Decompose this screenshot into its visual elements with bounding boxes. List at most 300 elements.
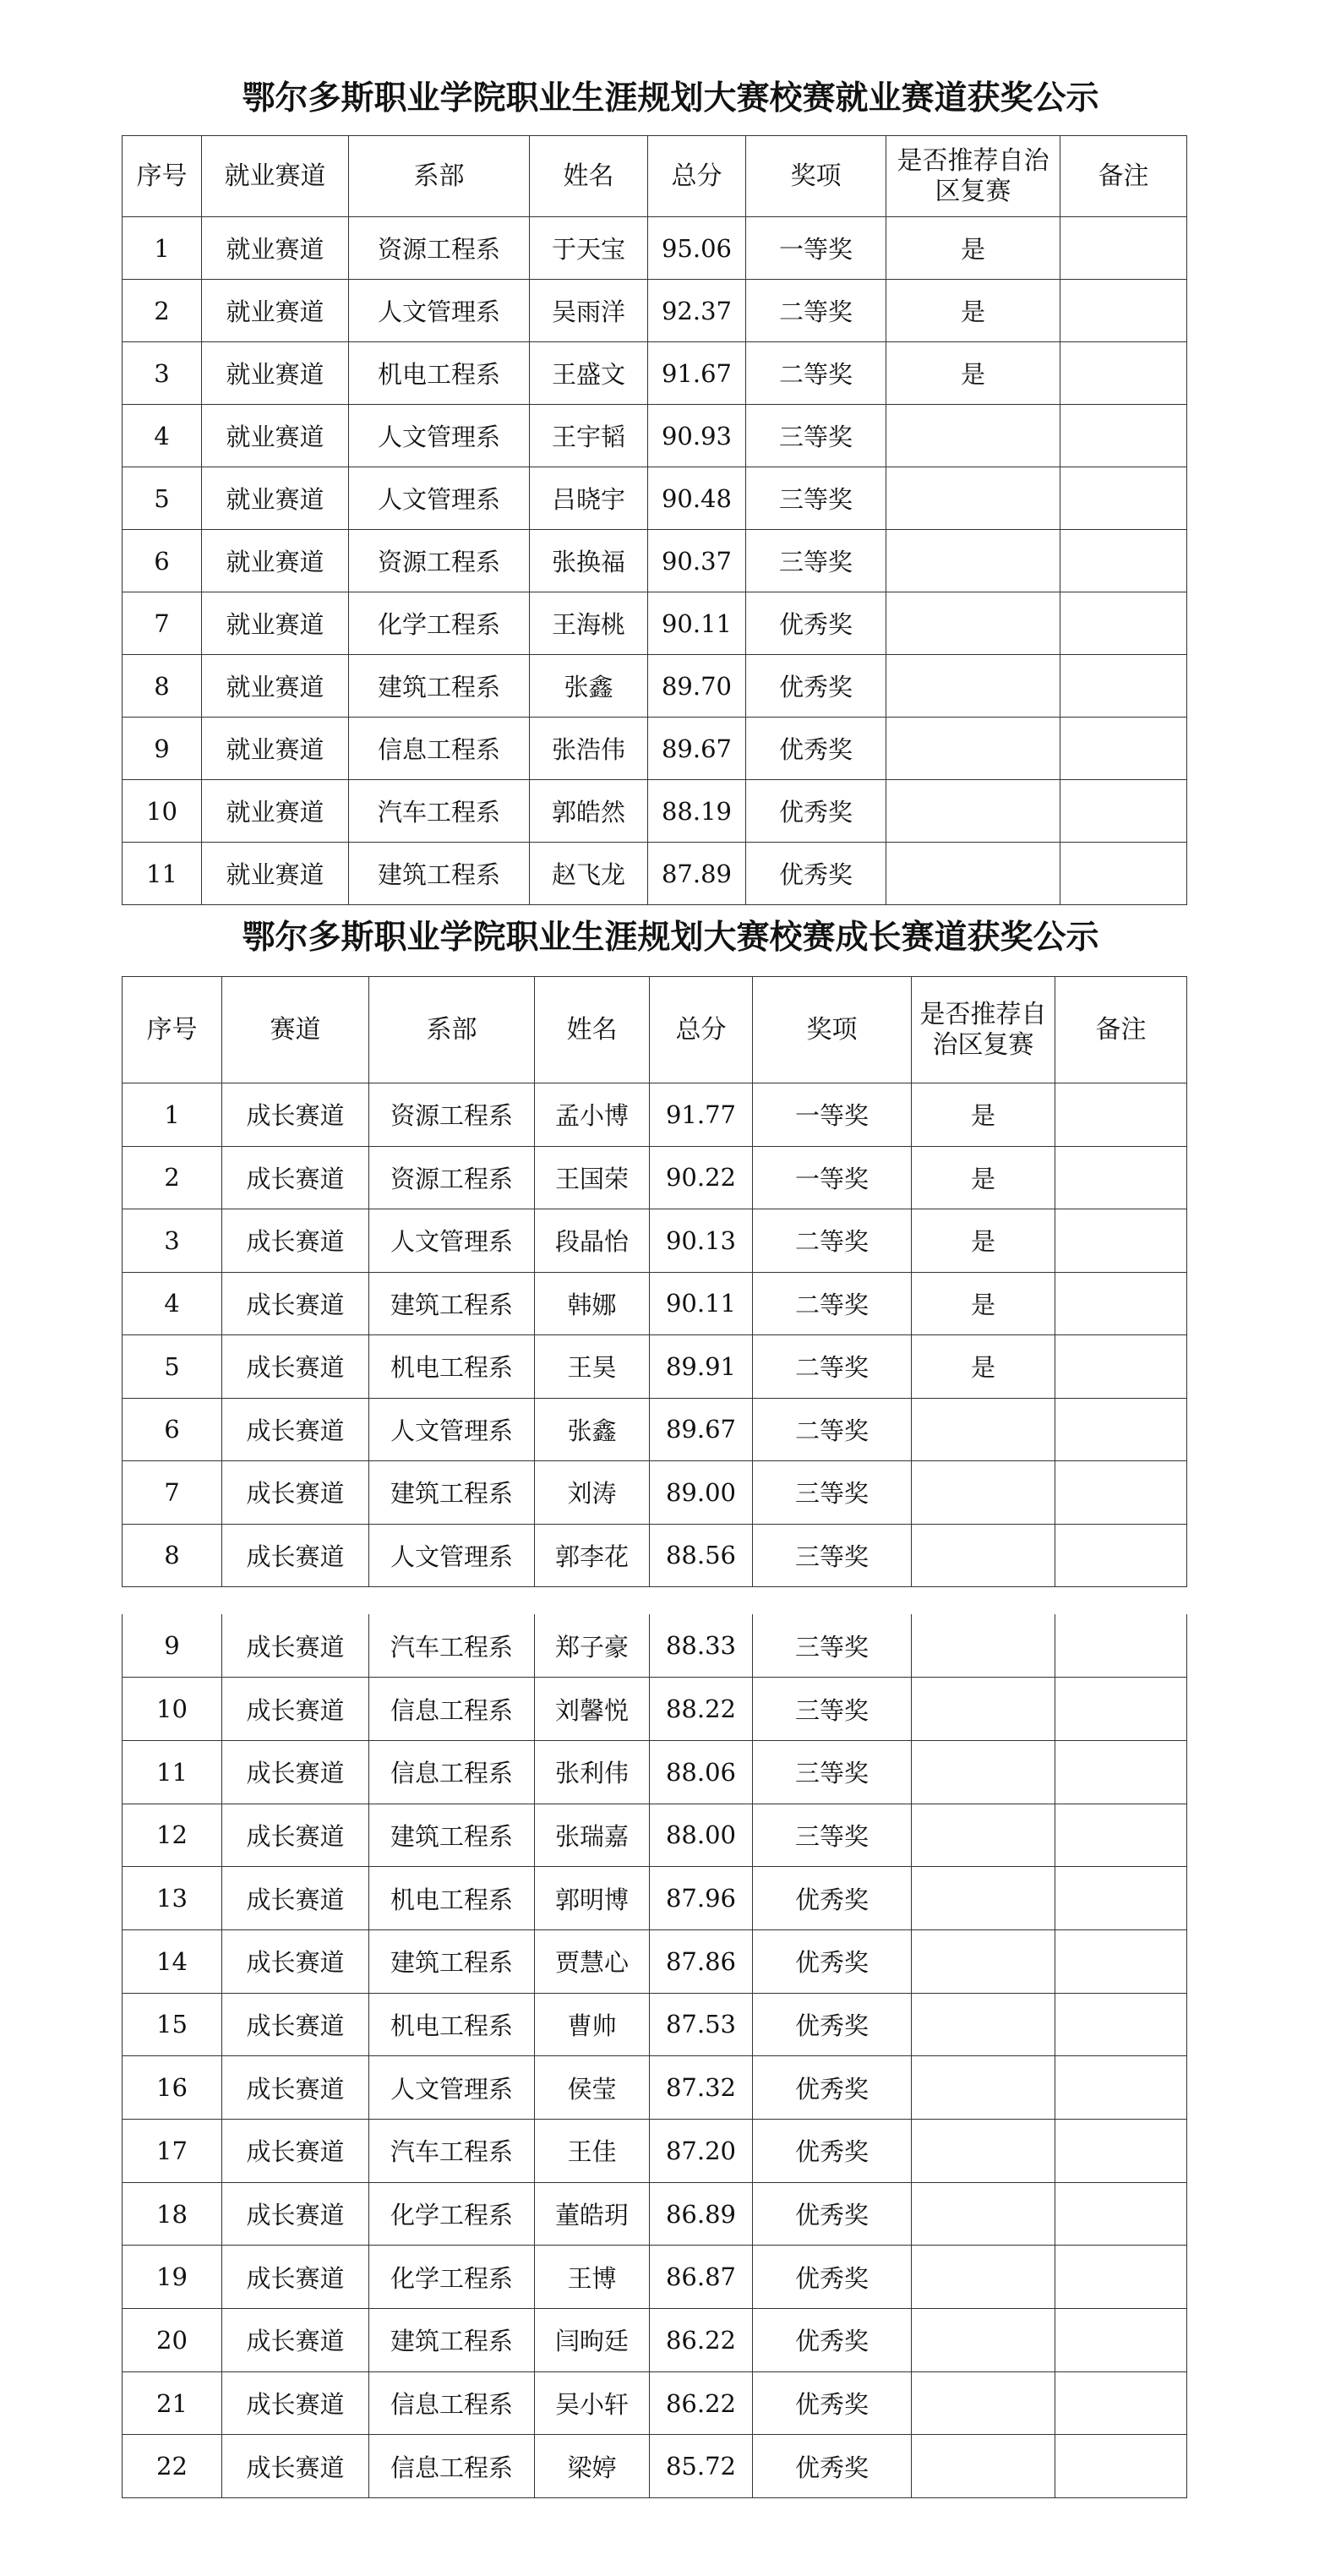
cell-track: 成长赛道 [222, 1146, 369, 1209]
cell-track: 成长赛道 [222, 2371, 369, 2435]
cell-recommended [912, 1740, 1055, 1804]
cell-department: 信息工程系 [349, 718, 530, 780]
cell-recommended [912, 2246, 1055, 2309]
cell-name: 吴雨洋 [530, 280, 648, 342]
table-row [123, 1929, 1187, 1993]
cell-serial: 22 [123, 2435, 222, 2498]
cell-recommended [912, 1524, 1055, 1587]
cell-recommended [912, 1398, 1055, 1461]
cell-award: 优秀奖 [753, 2182, 912, 2246]
cell-name: 郭皓然 [530, 780, 648, 843]
cell-total-score: 89.67 [650, 1398, 753, 1461]
cell-track: 成长赛道 [222, 2435, 369, 2498]
cell-recommended [912, 1614, 1055, 1678]
cell-award: 三等奖 [753, 1804, 912, 1867]
cell-award: 三等奖 [746, 405, 886, 467]
cell-recommended: 是 [886, 342, 1060, 405]
cell-award: 优秀奖 [746, 843, 886, 905]
cell-award: 优秀奖 [746, 718, 886, 780]
cell-track: 成长赛道 [222, 1678, 369, 1741]
cell-track: 成长赛道 [222, 1929, 369, 1993]
cell-name: 张利伟 [535, 1740, 650, 1804]
cell-track: 就业赛道 [202, 467, 349, 530]
table-row [123, 2120, 1187, 2183]
cell-name: 张浩伟 [530, 718, 648, 780]
table-row [123, 655, 1187, 718]
cell-remark [1055, 1804, 1187, 1867]
column-header-track: 赛道 [222, 977, 369, 1083]
cell-name: 王博 [535, 2246, 650, 2309]
cell-total-score: 95.06 [648, 217, 746, 280]
cell-award: 二等奖 [753, 1272, 912, 1335]
cell-serial: 21 [123, 2371, 222, 2435]
cell-track: 就业赛道 [202, 342, 349, 405]
cell-name: 段晶怡 [535, 1209, 650, 1273]
cell-award: 三等奖 [753, 1678, 912, 1741]
cell-name: 刘馨悦 [535, 1678, 650, 1741]
cell-award: 三等奖 [746, 530, 886, 592]
cell-track: 就业赛道 [202, 405, 349, 467]
table-row [123, 780, 1187, 843]
column-header-name: 姓名 [530, 136, 648, 217]
cell-total-score: 89.91 [650, 1335, 753, 1399]
cell-track: 成长赛道 [222, 1272, 369, 1335]
cell-recommended [912, 1867, 1055, 1930]
cell-award: 优秀奖 [746, 780, 886, 843]
cell-remark [1055, 2371, 1187, 2435]
table-row [123, 2371, 1187, 2435]
cell-remark [1060, 405, 1187, 467]
cell-serial: 8 [123, 1524, 222, 1587]
cell-award: 一等奖 [753, 1083, 912, 1147]
cell-track: 成长赛道 [222, 1398, 369, 1461]
table-row [123, 530, 1187, 592]
cell-name: 王海桃 [530, 592, 648, 655]
cell-remark [1060, 655, 1187, 718]
cell-name: 韩娜 [535, 1272, 650, 1335]
cell-award: 优秀奖 [753, 2246, 912, 2309]
cell-total-score: 90.13 [650, 1209, 753, 1273]
table-row [123, 1524, 1187, 1587]
cell-serial: 3 [123, 342, 202, 405]
cell-serial: 8 [123, 655, 202, 718]
cell-remark [1055, 1335, 1187, 1399]
cell-total-score: 88.22 [650, 1678, 753, 1741]
column-header-remark: 备注 [1060, 136, 1187, 217]
cell-name: 刘涛 [535, 1461, 650, 1525]
cell-recommended [912, 2056, 1055, 2120]
cell-total-score: 87.96 [650, 1867, 753, 1930]
cell-serial: 1 [123, 1083, 222, 1147]
cell-remark [1060, 592, 1187, 655]
cell-serial: 6 [123, 1398, 222, 1461]
cell-award: 优秀奖 [753, 2435, 912, 2498]
cell-track: 成长赛道 [222, 1993, 369, 2056]
cell-track: 成长赛道 [222, 1083, 369, 1147]
cell-award: 优秀奖 [753, 2309, 912, 2372]
cell-recommended: 是 [886, 217, 1060, 280]
cell-serial: 18 [123, 2182, 222, 2246]
cell-name: 侯莹 [535, 2056, 650, 2120]
cell-award: 一等奖 [753, 1146, 912, 1209]
cell-remark [1055, 2246, 1187, 2309]
cell-recommended [912, 2182, 1055, 2246]
cell-department: 机电工程系 [349, 342, 530, 405]
cell-name: 郭李花 [535, 1524, 650, 1587]
cell-department: 信息工程系 [369, 2371, 535, 2435]
cell-award: 三等奖 [753, 1614, 912, 1678]
growth-track-title: 鄂尔多斯职业学院职业生涯规划大赛校赛成长赛道获奖公示 [242, 919, 1099, 957]
cell-department: 化学工程系 [349, 592, 530, 655]
cell-serial: 5 [123, 467, 202, 530]
cell-track: 成长赛道 [222, 1804, 369, 1867]
cell-track: 就业赛道 [202, 780, 349, 843]
cell-award: 三等奖 [753, 1524, 912, 1587]
cell-serial: 2 [123, 280, 202, 342]
cell-total-score: 87.86 [650, 1929, 753, 1993]
table-header-row [123, 977, 1187, 1083]
cell-award: 二等奖 [753, 1335, 912, 1399]
cell-recommended: 是 [912, 1335, 1055, 1399]
column-header-total-score: 总分 [650, 977, 753, 1083]
table-row [123, 1804, 1187, 1867]
table-row [123, 718, 1187, 780]
cell-name: 赵飞龙 [530, 843, 648, 905]
cell-department: 建筑工程系 [369, 1272, 535, 1335]
cell-award: 优秀奖 [746, 655, 886, 718]
cell-department: 资源工程系 [369, 1083, 535, 1147]
cell-name: 曹帅 [535, 1993, 650, 2056]
cell-total-score: 90.37 [648, 530, 746, 592]
cell-serial: 5 [123, 1335, 222, 1399]
cell-total-score: 88.19 [648, 780, 746, 843]
cell-remark [1055, 1398, 1187, 1461]
cell-name: 张瑞嘉 [535, 1804, 650, 1867]
cell-serial: 4 [123, 1272, 222, 1335]
cell-award: 优秀奖 [746, 592, 886, 655]
cell-department: 建筑工程系 [369, 1461, 535, 1525]
cell-recommended [912, 1993, 1055, 2056]
cell-recommended [886, 780, 1060, 843]
cell-total-score: 90.11 [650, 1272, 753, 1335]
cell-recommended [886, 843, 1060, 905]
cell-serial: 4 [123, 405, 202, 467]
cell-name: 王国荣 [535, 1146, 650, 1209]
cell-remark [1060, 718, 1187, 780]
cell-department: 信息工程系 [369, 1740, 535, 1804]
cell-remark [1055, 2056, 1187, 2120]
cell-serial: 9 [123, 718, 202, 780]
cell-name: 王宇韬 [530, 405, 648, 467]
cell-serial: 7 [123, 1461, 222, 1525]
table-row [123, 1867, 1187, 1930]
cell-department: 化学工程系 [369, 2182, 535, 2246]
cell-track: 成长赛道 [222, 2246, 369, 2309]
cell-track: 就业赛道 [202, 592, 349, 655]
cell-award: 三等奖 [753, 1740, 912, 1804]
cell-award: 三等奖 [746, 467, 886, 530]
table-row [123, 342, 1187, 405]
cell-remark [1055, 2309, 1187, 2372]
cell-award: 二等奖 [746, 342, 886, 405]
cell-serial: 12 [123, 1804, 222, 1867]
cell-award: 二等奖 [746, 280, 886, 342]
cell-recommended: 是 [912, 1209, 1055, 1273]
cell-track: 就业赛道 [202, 217, 349, 280]
table-row [123, 405, 1187, 467]
cell-recommended: 是 [886, 280, 1060, 342]
table-row [123, 1614, 1187, 1678]
cell-track: 成长赛道 [222, 1740, 369, 1804]
cell-serial: 6 [123, 530, 202, 592]
cell-remark [1055, 1524, 1187, 1587]
table-row [123, 1083, 1187, 1147]
cell-recommended: 是 [912, 1083, 1055, 1147]
cell-department: 化学工程系 [369, 2246, 535, 2309]
cell-department: 资源工程系 [349, 217, 530, 280]
cell-remark [1055, 2435, 1187, 2498]
cell-department: 人文管理系 [349, 467, 530, 530]
column-header-department: 系部 [349, 136, 530, 217]
cell-total-score: 87.89 [648, 843, 746, 905]
table-row [123, 467, 1187, 530]
cell-award: 优秀奖 [753, 2371, 912, 2435]
cell-remark [1055, 1461, 1187, 1525]
employment-track-table [122, 135, 1187, 905]
cell-department: 信息工程系 [369, 2435, 535, 2498]
cell-track: 成长赛道 [222, 2056, 369, 2120]
cell-name: 梁婷 [535, 2435, 650, 2498]
cell-total-score: 86.22 [650, 2371, 753, 2435]
cell-remark [1055, 1083, 1187, 1147]
cell-recommended [886, 530, 1060, 592]
cell-recommended: 是 [912, 1272, 1055, 1335]
cell-recommended [886, 467, 1060, 530]
cell-name: 吴小轩 [535, 2371, 650, 2435]
cell-remark [1060, 843, 1187, 905]
cell-track: 成长赛道 [222, 1209, 369, 1273]
cell-total-score: 88.06 [650, 1740, 753, 1804]
cell-department: 人文管理系 [349, 405, 530, 467]
table-row [123, 2182, 1187, 2246]
cell-name: 张换福 [530, 530, 648, 592]
cell-remark [1055, 2182, 1187, 2246]
cell-serial: 7 [123, 592, 202, 655]
cell-remark [1055, 1678, 1187, 1741]
column-header-name: 姓名 [535, 977, 650, 1083]
cell-track: 成长赛道 [222, 2309, 369, 2372]
cell-remark [1055, 1209, 1187, 1273]
cell-remark [1060, 217, 1187, 280]
cell-recommended [886, 718, 1060, 780]
cell-total-score: 87.32 [650, 2056, 753, 2120]
cell-department: 机电工程系 [369, 1335, 535, 1399]
cell-department: 汽车工程系 [349, 780, 530, 843]
cell-award: 优秀奖 [753, 1993, 912, 2056]
cell-total-score: 86.22 [650, 2309, 753, 2372]
table-row [123, 1993, 1187, 2056]
cell-total-score: 86.89 [650, 2182, 753, 2246]
cell-department: 机电工程系 [369, 1867, 535, 1930]
cell-remark [1055, 1929, 1187, 1993]
cell-total-score: 90.22 [650, 1146, 753, 1209]
cell-department: 汽车工程系 [369, 2120, 535, 2183]
cell-remark [1055, 1740, 1187, 1804]
cell-track: 就业赛道 [202, 843, 349, 905]
cell-total-score: 89.70 [648, 655, 746, 718]
table-header-row [123, 136, 1187, 217]
cell-name: 吕晓宇 [530, 467, 648, 530]
table-row [123, 1740, 1187, 1804]
cell-total-score: 85.72 [650, 2435, 753, 2498]
cell-name: 郑子豪 [535, 1614, 650, 1678]
cell-track: 就业赛道 [202, 530, 349, 592]
table-row [123, 1335, 1187, 1399]
cell-serial: 9 [123, 1614, 222, 1678]
cell-name: 董皓玥 [535, 2182, 650, 2246]
cell-department: 建筑工程系 [349, 843, 530, 905]
cell-track: 成长赛道 [222, 1867, 369, 1930]
cell-remark [1055, 1146, 1187, 1209]
cell-name: 闫昫廷 [535, 2309, 650, 2372]
cell-recommended [912, 1929, 1055, 1993]
cell-name: 王佳 [535, 2120, 650, 2183]
cell-award: 优秀奖 [753, 1929, 912, 1993]
cell-total-score: 88.00 [650, 1804, 753, 1867]
cell-department: 建筑工程系 [349, 655, 530, 718]
column-header-award: 奖项 [753, 977, 912, 1083]
cell-serial: 20 [123, 2309, 222, 2372]
column-header-award: 奖项 [746, 136, 886, 217]
cell-total-score: 88.56 [650, 1524, 753, 1587]
cell-recommended [912, 2435, 1055, 2498]
cell-award: 三等奖 [753, 1461, 912, 1525]
cell-remark [1060, 780, 1187, 843]
cell-total-score: 90.11 [648, 592, 746, 655]
cell-total-score: 91.77 [650, 1083, 753, 1147]
table-row [123, 1398, 1187, 1461]
cell-remark [1060, 530, 1187, 592]
cell-remark [1060, 342, 1187, 405]
cell-track: 成长赛道 [222, 1524, 369, 1587]
column-header-recommended: 是否推荐自治区复赛 [912, 977, 1055, 1083]
cell-department: 资源工程系 [349, 530, 530, 592]
cell-name: 张鑫 [535, 1398, 650, 1461]
cell-department: 人文管理系 [349, 280, 530, 342]
cell-recommended [912, 2371, 1055, 2435]
cell-total-score: 88.33 [650, 1614, 753, 1678]
cell-serial: 13 [123, 1867, 222, 1930]
cell-name: 王昊 [535, 1335, 650, 1399]
cell-department: 建筑工程系 [369, 1804, 535, 1867]
cell-serial: 1 [123, 217, 202, 280]
cell-recommended [886, 592, 1060, 655]
cell-department: 人文管理系 [369, 1398, 535, 1461]
cell-recommended [912, 2120, 1055, 2183]
cell-serial: 2 [123, 1146, 222, 1209]
cell-remark [1055, 1867, 1187, 1930]
cell-serial: 3 [123, 1209, 222, 1273]
column-header-serial: 序号 [123, 977, 222, 1083]
cell-award: 二等奖 [753, 1398, 912, 1461]
cell-name: 贾慧心 [535, 1929, 650, 1993]
cell-track: 成长赛道 [222, 1614, 369, 1678]
column-header-recommended: 是否推荐自治区复赛 [886, 136, 1060, 217]
cell-award: 优秀奖 [753, 2120, 912, 2183]
cell-remark [1055, 1993, 1187, 2056]
cell-track: 成长赛道 [222, 1335, 369, 1399]
employment-track-title: 鄂尔多斯职业学院职业生涯规划大赛校赛就业赛道获奖公示 [242, 79, 1099, 117]
cell-serial: 10 [123, 1678, 222, 1741]
table-row [123, 1209, 1187, 1273]
cell-track: 就业赛道 [202, 655, 349, 718]
cell-serial: 19 [123, 2246, 222, 2309]
cell-remark [1060, 280, 1187, 342]
cell-recommended [886, 405, 1060, 467]
growth-track-table [122, 976, 1187, 1587]
cell-award: 二等奖 [753, 1209, 912, 1273]
table-row [123, 2056, 1187, 2120]
cell-name: 郭明博 [535, 1867, 650, 1930]
cell-serial: 14 [123, 1929, 222, 1993]
table-row [123, 1678, 1187, 1741]
cell-department: 汽车工程系 [369, 1614, 535, 1678]
growth-track-table-continued [122, 1614, 1187, 2498]
table-row [123, 592, 1187, 655]
cell-total-score: 87.20 [650, 2120, 753, 2183]
cell-total-score: 86.87 [650, 2246, 753, 2309]
cell-total-score: 89.00 [650, 1461, 753, 1525]
cell-total-score: 89.67 [648, 718, 746, 780]
cell-name: 王盛文 [530, 342, 648, 405]
cell-serial: 17 [123, 2120, 222, 2183]
cell-department: 机电工程系 [369, 1993, 535, 2056]
cell-recommended: 是 [912, 1146, 1055, 1209]
table-row [123, 1146, 1187, 1209]
cell-total-score: 90.48 [648, 467, 746, 530]
cell-award: 优秀奖 [753, 2056, 912, 2120]
cell-award: 一等奖 [746, 217, 886, 280]
cell-department: 建筑工程系 [369, 2309, 535, 2372]
column-header-track: 就业赛道 [202, 136, 349, 217]
cell-department: 人文管理系 [369, 1209, 535, 1273]
cell-remark [1055, 1614, 1187, 1678]
cell-serial: 16 [123, 2056, 222, 2120]
cell-name: 张鑫 [530, 655, 648, 718]
column-header-remark: 备注 [1055, 977, 1187, 1083]
cell-department: 人文管理系 [369, 1524, 535, 1587]
cell-remark [1055, 2120, 1187, 2183]
cell-serial: 15 [123, 1993, 222, 2056]
cell-track: 就业赛道 [202, 718, 349, 780]
cell-department: 资源工程系 [369, 1146, 535, 1209]
cell-serial: 11 [123, 843, 202, 905]
cell-recommended [912, 2309, 1055, 2372]
table-row [123, 2246, 1187, 2309]
cell-name: 于天宝 [530, 217, 648, 280]
cell-recommended [912, 1461, 1055, 1525]
table-row [123, 2309, 1187, 2372]
column-header-total-score: 总分 [648, 136, 746, 217]
table-row [123, 217, 1187, 280]
cell-remark [1055, 1272, 1187, 1335]
cell-total-score: 91.67 [648, 342, 746, 405]
table-row [123, 1461, 1187, 1525]
cell-total-score: 92.37 [648, 280, 746, 342]
cell-track: 成长赛道 [222, 1461, 369, 1525]
cell-track: 成长赛道 [222, 2182, 369, 2246]
cell-track: 成长赛道 [222, 2120, 369, 2183]
